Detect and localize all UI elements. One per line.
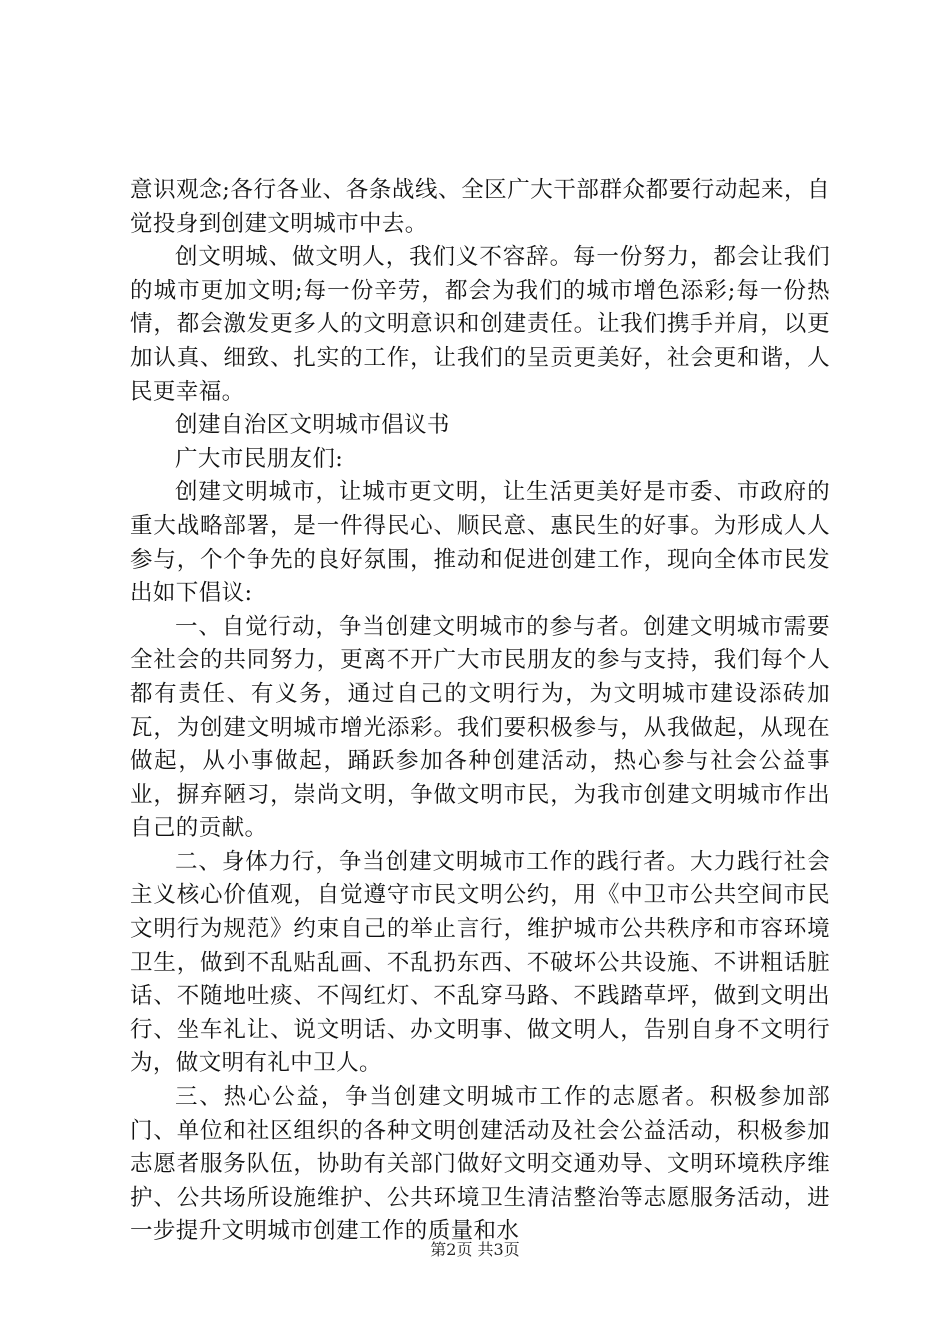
document-body — [130, 174, 830, 1249]
salutation: 广大市民朋友们: — [175, 445, 344, 472]
page-number-footer: 第2页 共3页 — [430, 1240, 520, 1259]
paragraph-point-three: 三、热心公益，争当创建文明城市工作的志愿者。积极参加部门、单位和社区组织的各种文明创建活动及社会公益活动，积极参加志愿者服务队伍，协助有关部门做好文明交通劝导、文明环境秩序维护、公共场所设施维护、公共环境卫生清洁整治等志愿服务活动，进一步提升文明城市创建工作的质量和水 — [130, 1084, 830, 1245]
paragraph-point-one: 一、自觉行动，争当创建文明城市的参与者。创建文明城市需要全社会的共同努力，更离不开广大市民朋友的参与支持，我们每个人都有责任、有义务，通过自己的文明行为，为文明城市建设添砖加瓦，为创建文明城市增光添彩。我们要积极参与，从我做起，从现在做起，从小事做起，踊跃参加各种创建活动，热心参与社会公益事业，摒弃陋习，崇尚文明，争做文明市民，为我市创建文明城市作出自己的贡献。 — [130, 613, 830, 842]
paragraph-continued: 意识观念;各行各业、各条战线、全区广大干部群众都要行动起来，自觉投身到创建文明城市中去。 — [130, 177, 830, 237]
paragraph-point-two: 二、身体力行，争当创建文明城市工作的践行者。大力践行社会主义核心价值观，自觉遵守市民文明公约，用《中卫市公共空间市民文明行为规范》约束自己的举止言行，维护城市公共秩序和市容环境卫生，做到不乱贴乱画、不乱扔东西、不破坏公共设施、不讲粗话脏话、不随地吐痰、不闯红灯、不乱穿马路、不践踏草坪，做到文明出行、坐车礼让、说文明话、办文明事、做文明人，告别自身不文明行为，做文明有礼中卫人。 — [130, 848, 830, 1077]
paragraph-closing-appeal: 创文明城、做文明人，我们义不容辞。每一份努力，都会让我们的城市更加文明;每一份辛劳，都会为我们的城市增色添彩;每一份热情，都会激发更多人的文明意识和创建责任。让我们携手并肩，以更加认真、细致、扎实的工作，让我们的呈贡更美好，社会更和谐，人民更幸福。 — [130, 244, 830, 405]
paragraph-intro: 创建文明城市，让城市更文明，让生活更美好是市委、市政府的重大战略部署，是一件得民心、顺民意、惠民生的好事。为形成人人参与，个个争先的良好氛围，推动和促进创建工作，现向全体市民发出如下倡议: — [130, 479, 830, 607]
proposal-title: 创建自治区文明城市倡议书 — [175, 412, 450, 439]
